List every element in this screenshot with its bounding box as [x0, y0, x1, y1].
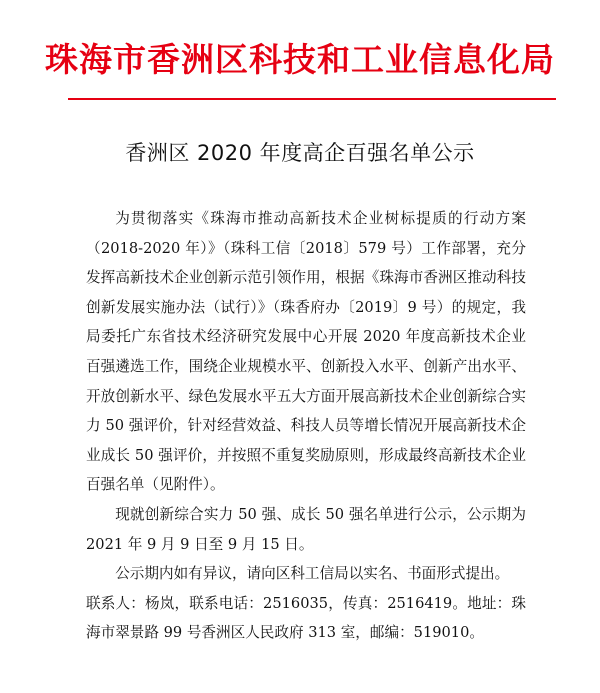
header-divider — [68, 98, 556, 100]
contact-info: 联系人：杨岚，联系电话：2516035，传真：2516419。地址：珠海市翠景路 99 号香洲区人民政府 313 室，邮编：519010。 — [86, 594, 526, 642]
document-title: 香洲区 2020 年度高企百强名单公示 — [125, 141, 475, 165]
paragraph-background: 为贯彻落实《珠海市推动高新技术企业树标提质的行动方案（2018-2020 年）》（珠科工信〔2018〕579 号）工作部署，充分发挥高新技术企业创新示范引领作用，根据《珠海市香洲区推动科技创新发展实施办法（试行）》（珠香府办〔2019〕9 号）的规定，我局委托广东省技术经济研究发展中心开展 2020 年度高新技术企业百强遴选工作，围绕企业规模水平、创新投入水平、创新产出水平、开放创新水平、绿色发展水平五大方面开展高新技术企业创新综合实力 50 强评价，针对经营效益、科技人员等增长情况开展高新技术企业成长 50 强评价，并按照不重复奖励原则，形成最终高新技术企业百强名单（见附件）。 — [86, 210, 526, 494]
paragraph-objection: 公示期内如有异议，请向区科工信局以实名、书面形式提出。 — [115, 565, 510, 583]
agency-header: 珠海市香洲区科技和工业信息化局 — [45, 40, 555, 79]
document-body — [86, 204, 526, 648]
paragraph-announcement: 现就创新综合实力 50 强、成长 50 强名单进行公示，公示期为 2021 年 9 月 9 日至 9 月 15 日。 — [86, 505, 526, 553]
